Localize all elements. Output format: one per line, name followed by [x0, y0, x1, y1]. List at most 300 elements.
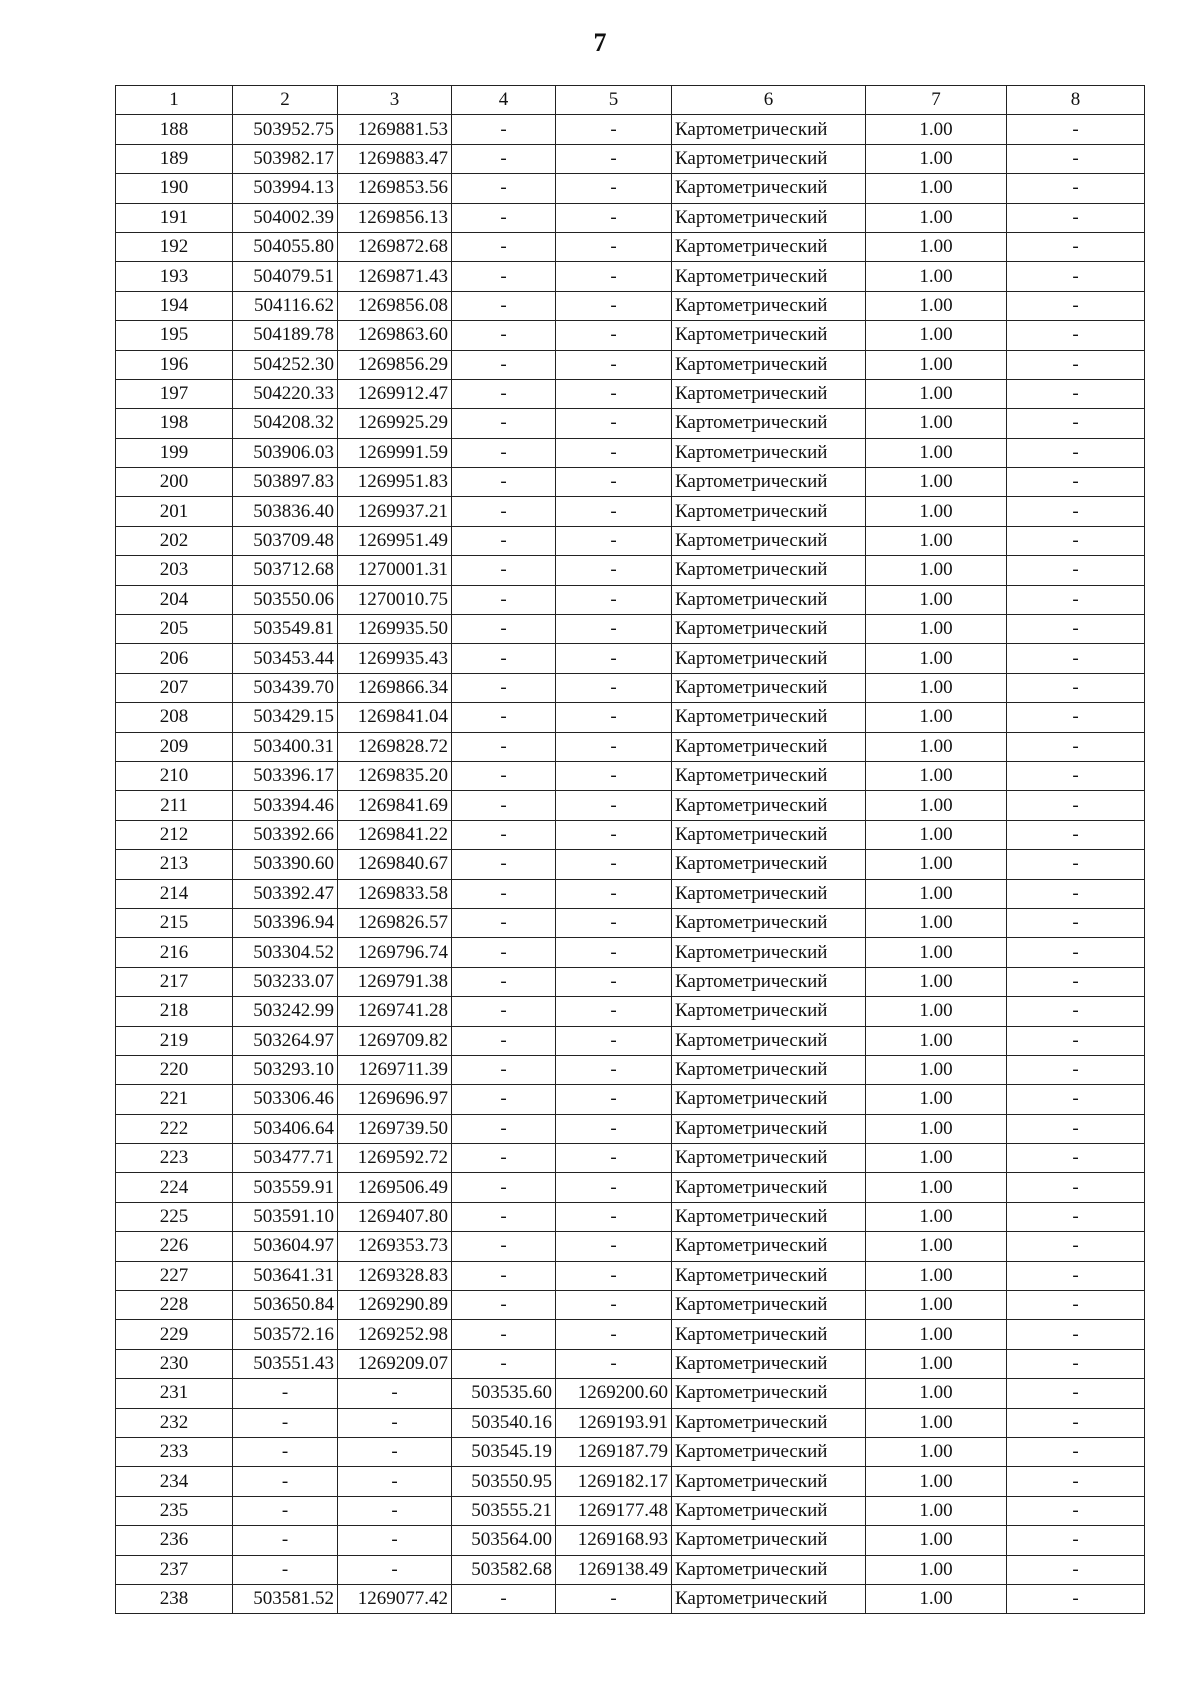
note-cell: -	[1007, 850, 1145, 879]
y-coordinate-cell: 1269796.74	[338, 938, 452, 967]
y-coordinate-cell: -	[338, 1408, 452, 1437]
note-cell: -	[1007, 1349, 1145, 1378]
point-number-cell: 221	[116, 1085, 233, 1114]
new-x-coordinate-cell: -	[452, 1202, 556, 1231]
note-cell: -	[1007, 1408, 1145, 1437]
note-cell: -	[1007, 1144, 1145, 1173]
method-cell: Картометрический	[672, 967, 866, 996]
accuracy-cell: 1.00	[866, 703, 1007, 732]
x-coordinate-cell: 504189.78	[233, 321, 338, 350]
accuracy-cell: 1.00	[866, 585, 1007, 614]
note-cell: -	[1007, 1232, 1145, 1261]
point-number-cell: 216	[116, 938, 233, 967]
new-y-coordinate-cell: -	[556, 1261, 672, 1290]
x-coordinate-cell: 503264.97	[233, 1026, 338, 1055]
x-coordinate-cell: 503709.48	[233, 526, 338, 555]
note-cell: -	[1007, 1467, 1145, 1496]
accuracy-cell: 1.00	[866, 1379, 1007, 1408]
method-cell: Картометрический	[672, 1085, 866, 1114]
new-y-coordinate-cell: 1269182.17	[556, 1467, 672, 1496]
new-y-coordinate-cell: -	[556, 468, 672, 497]
accuracy-cell: 1.00	[866, 732, 1007, 761]
new-x-coordinate-cell: -	[452, 820, 556, 849]
note-cell: -	[1007, 761, 1145, 790]
table-row	[116, 1085, 1145, 1114]
accuracy-cell: 1.00	[866, 850, 1007, 879]
method-cell: Картометрический	[672, 908, 866, 937]
table-row	[116, 262, 1145, 291]
new-y-coordinate-cell: -	[556, 497, 672, 526]
note-cell: -	[1007, 1291, 1145, 1320]
note-cell: -	[1007, 409, 1145, 438]
y-coordinate-cell: 1269935.50	[338, 615, 452, 644]
column-header: 5	[556, 86, 672, 115]
point-number-cell: 209	[116, 732, 233, 761]
accuracy-cell: 1.00	[866, 291, 1007, 320]
point-number-cell: 234	[116, 1467, 233, 1496]
column-header: 7	[866, 86, 1007, 115]
method-cell: Картометрический	[672, 1320, 866, 1349]
new-y-coordinate-cell: -	[556, 438, 672, 467]
y-coordinate-cell: 1269407.80	[338, 1202, 452, 1231]
note-cell: -	[1007, 732, 1145, 761]
note-cell: -	[1007, 615, 1145, 644]
point-number-cell: 222	[116, 1114, 233, 1143]
method-cell: Картометрический	[672, 1026, 866, 1055]
new-y-coordinate-cell: -	[556, 615, 672, 644]
method-cell: Картометрический	[672, 673, 866, 702]
table-row	[116, 1144, 1145, 1173]
new-x-coordinate-cell: -	[452, 585, 556, 614]
accuracy-cell: 1.00	[866, 438, 1007, 467]
new-x-coordinate-cell: -	[452, 1584, 556, 1613]
accuracy-cell: 1.00	[866, 615, 1007, 644]
x-coordinate-cell: 503551.43	[233, 1349, 338, 1378]
y-coordinate-cell: 1269935.43	[338, 644, 452, 673]
point-number-cell: 228	[116, 1291, 233, 1320]
page-number: 7	[593, 28, 607, 57]
accuracy-cell: 1.00	[866, 203, 1007, 232]
point-number-cell: 190	[116, 174, 233, 203]
new-y-coordinate-cell: -	[556, 1291, 672, 1320]
new-x-coordinate-cell: -	[452, 703, 556, 732]
y-coordinate-cell: 1269856.29	[338, 350, 452, 379]
point-number-cell: 238	[116, 1584, 233, 1613]
point-number-cell: 194	[116, 291, 233, 320]
new-y-coordinate-cell: -	[556, 1232, 672, 1261]
new-y-coordinate-cell: -	[556, 262, 672, 291]
note-cell: -	[1007, 1320, 1145, 1349]
y-coordinate-cell: 1269840.67	[338, 850, 452, 879]
point-number-cell: 203	[116, 556, 233, 585]
x-coordinate-cell: 503392.47	[233, 879, 338, 908]
note-cell: -	[1007, 468, 1145, 497]
table-row	[116, 938, 1145, 967]
method-cell: Картометрический	[672, 321, 866, 350]
method-cell: Картометрический	[672, 438, 866, 467]
table-row	[116, 232, 1145, 261]
new-x-coordinate-cell: -	[452, 144, 556, 173]
new-x-coordinate-cell: -	[452, 732, 556, 761]
x-coordinate-cell: 503242.99	[233, 997, 338, 1026]
method-cell: Картометрический	[672, 497, 866, 526]
x-coordinate-cell: 503572.16	[233, 1320, 338, 1349]
note-cell: -	[1007, 1526, 1145, 1555]
y-coordinate-cell: 1269328.83	[338, 1261, 452, 1290]
note-cell: -	[1007, 1114, 1145, 1143]
accuracy-cell: 1.00	[866, 1261, 1007, 1290]
new-y-coordinate-cell: -	[556, 850, 672, 879]
note-cell: -	[1007, 1496, 1145, 1525]
accuracy-cell: 1.00	[866, 761, 1007, 790]
note-cell: -	[1007, 967, 1145, 996]
accuracy-cell: 1.00	[866, 1437, 1007, 1466]
accuracy-cell: 1.00	[866, 1526, 1007, 1555]
new-y-coordinate-cell: -	[556, 820, 672, 849]
point-number-cell: 233	[116, 1437, 233, 1466]
y-coordinate-cell: 1269252.98	[338, 1320, 452, 1349]
accuracy-cell: 1.00	[866, 1349, 1007, 1378]
x-coordinate-cell: 503439.70	[233, 673, 338, 702]
x-coordinate-cell: 503836.40	[233, 497, 338, 526]
new-x-coordinate-cell: -	[452, 115, 556, 144]
new-x-coordinate-cell: -	[452, 791, 556, 820]
new-x-coordinate-cell: -	[452, 1291, 556, 1320]
note-cell: -	[1007, 350, 1145, 379]
new-y-coordinate-cell: -	[556, 144, 672, 173]
x-coordinate-cell: 503581.52	[233, 1584, 338, 1613]
y-coordinate-cell: -	[338, 1555, 452, 1584]
note-cell: -	[1007, 144, 1145, 173]
new-y-coordinate-cell: -	[556, 321, 672, 350]
note-cell: -	[1007, 174, 1145, 203]
note-cell: -	[1007, 879, 1145, 908]
point-number-cell: 192	[116, 232, 233, 261]
column-header: 3	[338, 86, 452, 115]
y-coordinate-cell: 1269833.58	[338, 879, 452, 908]
x-coordinate-cell: 504079.51	[233, 262, 338, 291]
new-y-coordinate-cell: -	[556, 585, 672, 614]
point-number-cell: 231	[116, 1379, 233, 1408]
table-row	[116, 1114, 1145, 1143]
x-coordinate-cell: 503304.52	[233, 938, 338, 967]
accuracy-cell: 1.00	[866, 1496, 1007, 1525]
table-row	[116, 1526, 1145, 1555]
new-x-coordinate-cell: -	[452, 850, 556, 879]
note-cell: -	[1007, 379, 1145, 408]
new-y-coordinate-cell: -	[556, 967, 672, 996]
method-cell: Картометрический	[672, 997, 866, 1026]
method-cell: Картометрический	[672, 703, 866, 732]
note-cell: -	[1007, 438, 1145, 467]
table-row	[116, 350, 1145, 379]
x-coordinate-cell: -	[233, 1467, 338, 1496]
point-number-cell: 197	[116, 379, 233, 408]
y-coordinate-cell: 1269871.43	[338, 262, 452, 291]
y-coordinate-cell: 1269353.73	[338, 1232, 452, 1261]
point-number-cell: 205	[116, 615, 233, 644]
y-coordinate-cell: -	[338, 1526, 452, 1555]
note-cell: -	[1007, 1085, 1145, 1114]
note-cell: -	[1007, 556, 1145, 585]
new-x-coordinate-cell: -	[452, 262, 556, 291]
new-y-coordinate-cell: -	[556, 1584, 672, 1613]
method-cell: Картометрический	[672, 820, 866, 849]
y-coordinate-cell: 1269841.22	[338, 820, 452, 849]
x-coordinate-cell: 503392.66	[233, 820, 338, 849]
x-coordinate-cell: 503559.91	[233, 1173, 338, 1202]
method-cell: Картометрический	[672, 1496, 866, 1525]
accuracy-cell: 1.00	[866, 232, 1007, 261]
new-x-coordinate-cell: -	[452, 1055, 556, 1084]
new-y-coordinate-cell: -	[556, 291, 672, 320]
x-coordinate-cell: -	[233, 1496, 338, 1525]
point-number-cell: 224	[116, 1173, 233, 1202]
table-row	[116, 850, 1145, 879]
accuracy-cell: 1.00	[866, 908, 1007, 937]
x-coordinate-cell: 503453.44	[233, 644, 338, 673]
y-coordinate-cell: 1270001.31	[338, 556, 452, 585]
new-x-coordinate-cell: -	[452, 1173, 556, 1202]
method-cell: Картометрический	[672, 938, 866, 967]
point-number-cell: 215	[116, 908, 233, 937]
new-y-coordinate-cell: -	[556, 879, 672, 908]
accuracy-cell: 1.00	[866, 644, 1007, 673]
y-coordinate-cell: 1269937.21	[338, 497, 452, 526]
x-coordinate-cell: 503994.13	[233, 174, 338, 203]
y-coordinate-cell: 1269951.83	[338, 468, 452, 497]
accuracy-cell: 1.00	[866, 144, 1007, 173]
y-coordinate-cell: 1269835.20	[338, 761, 452, 790]
table-row	[116, 1026, 1145, 1055]
y-coordinate-cell: 1269826.57	[338, 908, 452, 937]
note-cell: -	[1007, 585, 1145, 614]
accuracy-cell: 1.00	[866, 468, 1007, 497]
method-cell: Картометрический	[672, 262, 866, 291]
note-cell: -	[1007, 908, 1145, 937]
table-row	[116, 203, 1145, 232]
method-cell: Картометрический	[672, 1584, 866, 1613]
point-number-cell: 208	[116, 703, 233, 732]
note-cell: -	[1007, 673, 1145, 702]
new-y-coordinate-cell: -	[556, 761, 672, 790]
point-number-cell: 212	[116, 820, 233, 849]
new-y-coordinate-cell: -	[556, 791, 672, 820]
accuracy-cell: 1.00	[866, 1291, 1007, 1320]
table-row	[116, 1408, 1145, 1437]
new-x-coordinate-cell: 503555.21	[452, 1496, 556, 1525]
method-cell: Картометрический	[672, 1202, 866, 1231]
table-row	[116, 1584, 1145, 1613]
point-number-cell: 213	[116, 850, 233, 879]
new-y-coordinate-cell: 1269193.91	[556, 1408, 672, 1437]
point-number-cell: 232	[116, 1408, 233, 1437]
column-header: 4	[452, 86, 556, 115]
table-row	[116, 1437, 1145, 1466]
new-x-coordinate-cell: -	[452, 879, 556, 908]
note-cell: -	[1007, 1202, 1145, 1231]
x-coordinate-cell: 503400.31	[233, 732, 338, 761]
point-number-cell: 220	[116, 1055, 233, 1084]
new-y-coordinate-cell: -	[556, 1202, 672, 1231]
y-coordinate-cell: -	[338, 1437, 452, 1466]
point-number-cell: 225	[116, 1202, 233, 1231]
new-x-coordinate-cell: -	[452, 556, 556, 585]
method-cell: Картометрический	[672, 850, 866, 879]
table-row	[116, 1261, 1145, 1290]
y-coordinate-cell: 1269951.49	[338, 526, 452, 555]
new-x-coordinate-cell: -	[452, 673, 556, 702]
table-row	[116, 409, 1145, 438]
y-coordinate-cell: 1269209.07	[338, 1349, 452, 1378]
new-y-coordinate-cell: -	[556, 1085, 672, 1114]
table-row	[116, 1379, 1145, 1408]
x-coordinate-cell: -	[233, 1526, 338, 1555]
new-x-coordinate-cell: -	[452, 1144, 556, 1173]
point-number-cell: 235	[116, 1496, 233, 1525]
accuracy-cell: 1.00	[866, 350, 1007, 379]
x-coordinate-cell: 503604.97	[233, 1232, 338, 1261]
accuracy-cell: 1.00	[866, 1232, 1007, 1261]
new-y-coordinate-cell: -	[556, 938, 672, 967]
method-cell: Картометрический	[672, 1437, 866, 1466]
point-number-cell: 200	[116, 468, 233, 497]
new-x-coordinate-cell: -	[452, 1114, 556, 1143]
y-coordinate-cell: 1269881.53	[338, 115, 452, 144]
y-coordinate-cell: 1269696.97	[338, 1085, 452, 1114]
method-cell: Картометрический	[672, 615, 866, 644]
note-cell: -	[1007, 1584, 1145, 1613]
x-coordinate-cell: 503641.31	[233, 1261, 338, 1290]
point-number-cell: 207	[116, 673, 233, 702]
table-row	[116, 908, 1145, 937]
point-number-cell: 195	[116, 321, 233, 350]
point-number-cell: 189	[116, 144, 233, 173]
new-x-coordinate-cell: -	[452, 1320, 556, 1349]
new-x-coordinate-cell: -	[452, 291, 556, 320]
y-coordinate-cell: 1270010.75	[338, 585, 452, 614]
table-row	[116, 556, 1145, 585]
y-coordinate-cell: 1269791.38	[338, 967, 452, 996]
new-y-coordinate-cell: -	[556, 379, 672, 408]
accuracy-cell: 1.00	[866, 174, 1007, 203]
new-y-coordinate-cell: -	[556, 732, 672, 761]
point-number-cell: 199	[116, 438, 233, 467]
point-number-cell: 218	[116, 997, 233, 1026]
method-cell: Картометрический	[672, 556, 866, 585]
new-y-coordinate-cell: -	[556, 1320, 672, 1349]
y-coordinate-cell: 1269077.42	[338, 1584, 452, 1613]
point-number-cell: 202	[116, 526, 233, 555]
x-coordinate-cell: 503406.64	[233, 1114, 338, 1143]
new-y-coordinate-cell: -	[556, 203, 672, 232]
new-y-coordinate-cell: 1269177.48	[556, 1496, 672, 1525]
x-coordinate-cell: 503396.94	[233, 908, 338, 937]
x-coordinate-cell: 503712.68	[233, 556, 338, 585]
table-row	[116, 1202, 1145, 1231]
accuracy-cell: 1.00	[866, 997, 1007, 1026]
y-coordinate-cell: 1269853.56	[338, 174, 452, 203]
point-number-cell: 229	[116, 1320, 233, 1349]
note-cell: -	[1007, 321, 1145, 350]
table-row	[116, 820, 1145, 849]
x-coordinate-cell: 504002.39	[233, 203, 338, 232]
y-coordinate-cell: 1269841.04	[338, 703, 452, 732]
y-coordinate-cell: 1269991.59	[338, 438, 452, 467]
method-cell: Картометрический	[672, 644, 866, 673]
new-x-coordinate-cell: -	[452, 908, 556, 937]
note-cell: -	[1007, 291, 1145, 320]
accuracy-cell: 1.00	[866, 262, 1007, 291]
new-y-coordinate-cell: 1269200.60	[556, 1379, 672, 1408]
table-row	[116, 1349, 1145, 1378]
table-row	[116, 1291, 1145, 1320]
new-y-coordinate-cell: -	[556, 1349, 672, 1378]
new-x-coordinate-cell: -	[452, 644, 556, 673]
y-coordinate-cell: 1269872.68	[338, 232, 452, 261]
note-cell: -	[1007, 1261, 1145, 1290]
y-coordinate-cell: 1269856.13	[338, 203, 452, 232]
method-cell: Картометрический	[672, 115, 866, 144]
new-y-coordinate-cell: -	[556, 1026, 672, 1055]
table-row	[116, 791, 1145, 820]
new-x-coordinate-cell: -	[452, 1026, 556, 1055]
accuracy-cell: 1.00	[866, 115, 1007, 144]
table-row	[116, 1055, 1145, 1084]
point-number-cell: 210	[116, 761, 233, 790]
method-cell: Картометрический	[672, 232, 866, 261]
table-row	[116, 997, 1145, 1026]
accuracy-cell: 1.00	[866, 1408, 1007, 1437]
x-coordinate-cell: 504055.80	[233, 232, 338, 261]
new-y-coordinate-cell: 1269187.79	[556, 1437, 672, 1466]
table-row	[116, 115, 1145, 144]
y-coordinate-cell: 1269925.29	[338, 409, 452, 438]
x-coordinate-cell: 504116.62	[233, 291, 338, 320]
table-row	[116, 526, 1145, 555]
note-cell: -	[1007, 1055, 1145, 1084]
method-cell: Картометрический	[672, 1291, 866, 1320]
point-number-cell: 236	[116, 1526, 233, 1555]
accuracy-cell: 1.00	[866, 967, 1007, 996]
new-y-coordinate-cell: 1269138.49	[556, 1555, 672, 1584]
new-x-coordinate-cell: -	[452, 997, 556, 1026]
note-cell: -	[1007, 526, 1145, 555]
new-x-coordinate-cell: -	[452, 232, 556, 261]
x-coordinate-cell: 503591.10	[233, 1202, 338, 1231]
point-number-cell: 227	[116, 1261, 233, 1290]
new-x-coordinate-cell: -	[452, 379, 556, 408]
table-body	[116, 115, 1145, 1614]
note-cell: -	[1007, 1379, 1145, 1408]
new-y-coordinate-cell: -	[556, 997, 672, 1026]
table-row	[116, 644, 1145, 673]
y-coordinate-cell: 1269290.89	[338, 1291, 452, 1320]
new-y-coordinate-cell: -	[556, 350, 672, 379]
y-coordinate-cell: 1269506.49	[338, 1173, 452, 1202]
method-cell: Картометрический	[672, 1114, 866, 1143]
y-coordinate-cell: 1269863.60	[338, 321, 452, 350]
new-x-coordinate-cell: -	[452, 174, 556, 203]
accuracy-cell: 1.00	[866, 791, 1007, 820]
x-coordinate-cell: 503390.60	[233, 850, 338, 879]
table-row	[116, 468, 1145, 497]
point-number-cell: 193	[116, 262, 233, 291]
y-coordinate-cell: -	[338, 1496, 452, 1525]
table-row	[116, 321, 1145, 350]
method-cell: Картометрический	[672, 1144, 866, 1173]
method-cell: Картометрический	[672, 526, 866, 555]
